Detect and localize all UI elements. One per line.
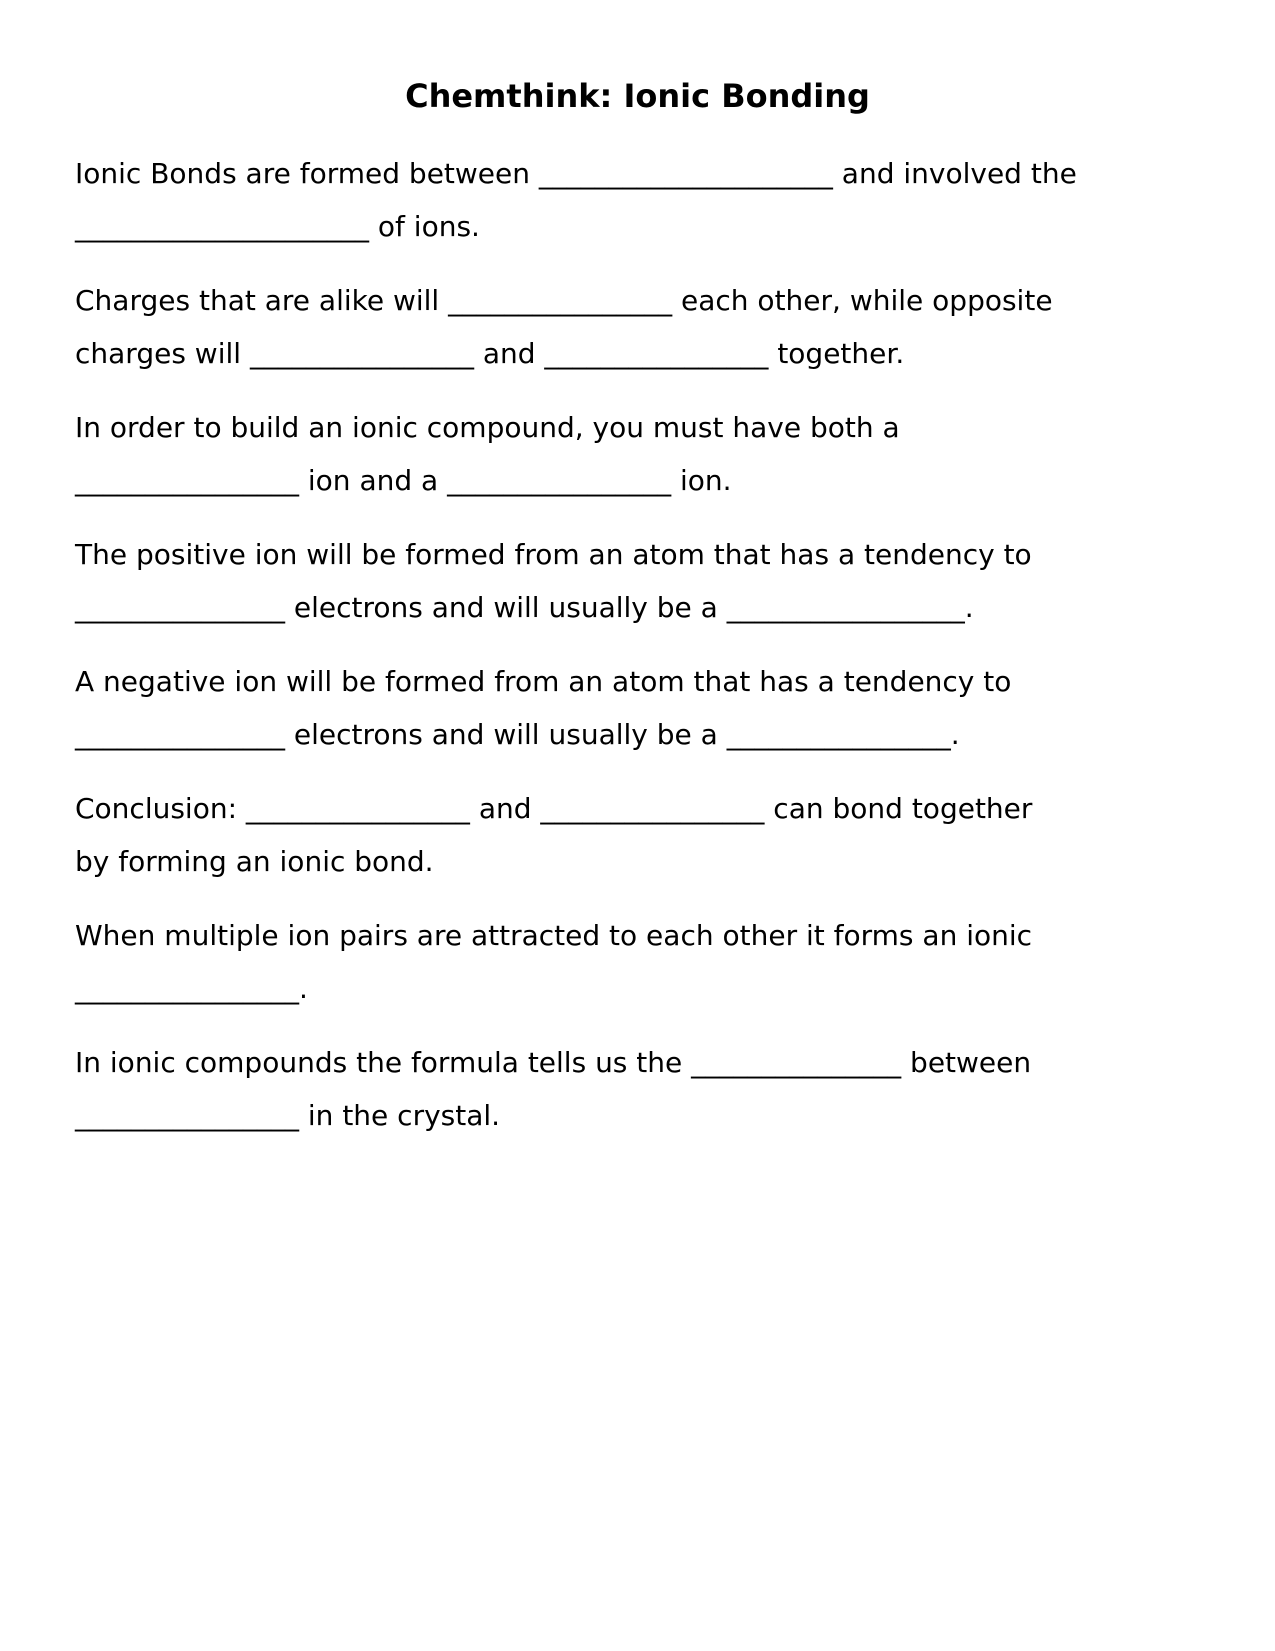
question-line: _____________________ of ions. <box>75 210 480 243</box>
question-list <box>75 147 1215 1163</box>
question-line: In order to build an ionic compound, you must have both a <box>75 411 900 444</box>
question-charges <box>75 274 1215 380</box>
question-line: When multiple ion pairs are attracted to each other it forms an ionic <box>75 919 1033 952</box>
question-line: A negative ion will be formed from an atom that has a tendency to <box>75 665 1012 698</box>
question-line: Charges that are alike will ________________ each other, while opposite <box>75 284 1053 317</box>
question-line: _______________ electrons and will usually be a ________________. <box>75 718 960 751</box>
question-line: charges will ________________ and ________________ together. <box>75 337 905 370</box>
question-formula <box>75 1036 1215 1142</box>
question-negative-ion <box>75 655 1215 761</box>
question-line: _______________ electrons and will usually be a _________________. <box>75 591 974 624</box>
question-line: ________________. <box>75 972 308 1005</box>
question-line: ________________ ion and a ________________ ion. <box>75 464 732 497</box>
question-line: ________________ in the crystal. <box>75 1099 501 1132</box>
question-line: Conclusion: ________________ and ________________ can bond together <box>75 792 1033 825</box>
question-ion-pairs <box>75 909 1215 1015</box>
question-line: by forming an ionic bond. <box>75 845 434 878</box>
question-line: The positive ion will be formed from an atom that has a tendency to <box>75 538 1032 571</box>
page-title: Chemthink: Ionic Bonding <box>405 77 870 115</box>
question-conclusion <box>75 782 1215 888</box>
question-ionic-bonds <box>75 147 1215 253</box>
question-build-compound <box>75 401 1215 507</box>
question-line: Ionic Bonds are formed between _____________________ and involved the <box>75 157 1077 190</box>
question-positive-ion <box>75 528 1215 634</box>
question-line: In ionic compounds the formula tells us the _______________ between <box>75 1046 1032 1079</box>
